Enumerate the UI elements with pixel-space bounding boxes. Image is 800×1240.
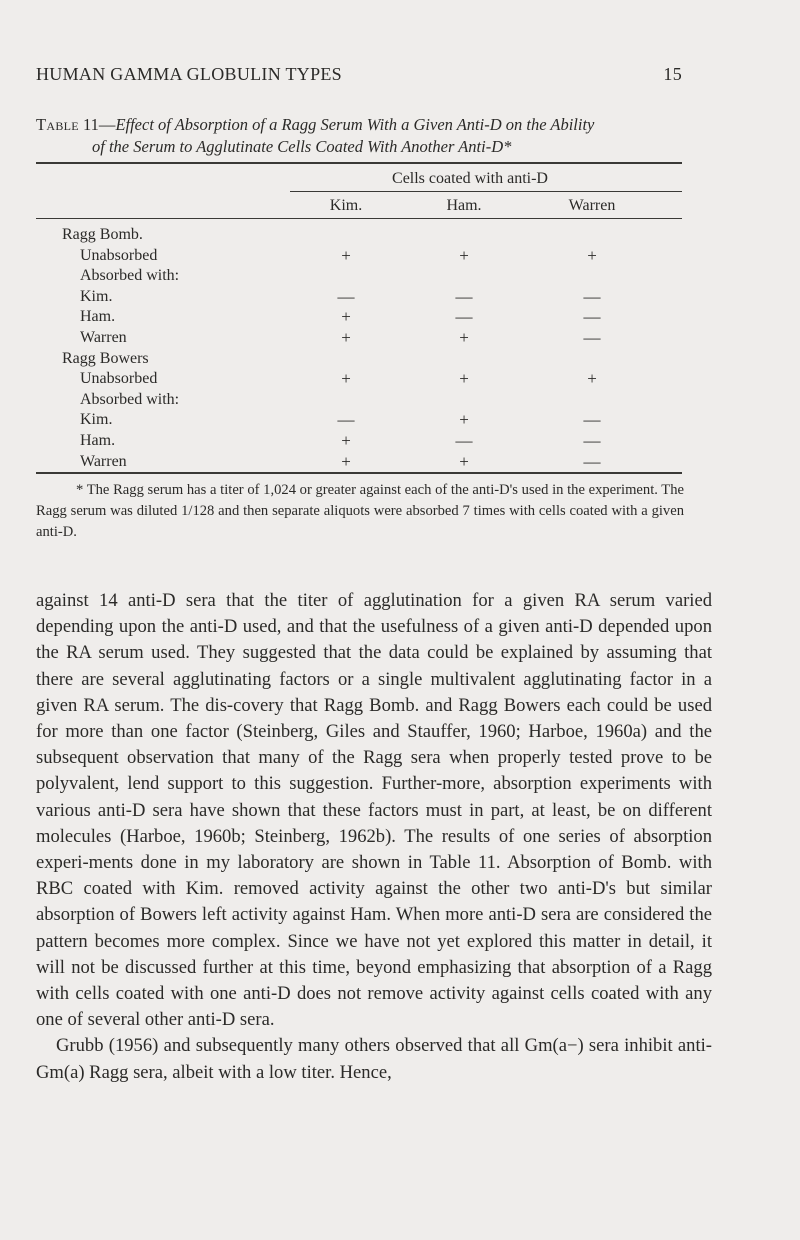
table-cell: + — [587, 245, 597, 265]
row-label: Absorbed with: — [80, 267, 180, 285]
row-label: Ham. — [80, 308, 116, 326]
table-cell: + — [459, 410, 469, 430]
spanner-rule — [290, 191, 682, 192]
table-cell: — — [337, 286, 355, 306]
table-top-rule — [36, 162, 682, 164]
table-cell: — — [455, 286, 473, 306]
row-label: Kim. — [80, 411, 113, 429]
row-label: Absorbed with: — [80, 390, 180, 408]
table-cell: — — [455, 307, 473, 327]
table-cell: + — [459, 245, 469, 265]
column-header-ham: Ham. — [446, 197, 482, 214]
table-cell: + — [341, 451, 351, 471]
table-label: Table — [36, 115, 79, 134]
table-cell: + — [341, 431, 351, 450]
table-cell: + — [341, 245, 351, 265]
running-title: HUMAN GAMMA GLOBULIN TYPES — [36, 64, 342, 84]
table-cell: + — [341, 328, 351, 347]
table-caption — [36, 114, 696, 158]
row-label: Unabsorbed — [80, 370, 158, 388]
table-cell: + — [459, 328, 469, 347]
table-cell: — — [583, 410, 601, 430]
row-label: Ragg Bowers — [62, 349, 149, 367]
table-cell: — — [583, 286, 601, 306]
table-footnote — [36, 480, 684, 543]
table-cell: — — [337, 410, 355, 430]
table-cell: + — [341, 307, 351, 327]
table-cell: + — [459, 451, 469, 471]
row-label: Ham. — [80, 432, 116, 449]
column-header-kim: Kim. — [329, 197, 363, 214]
footnote-text: * The Ragg serum has a titer of 1,024 or greater against each of the anti-D's used in the experiment. The Ragg serum was diluted 1/128 and then separate aliquots were absorbed 7 times with cells coated with a given anti-D. — [36, 482, 684, 540]
column-head-rule — [36, 218, 682, 219]
row-label: Warren — [80, 452, 127, 470]
paragraph-1: against 14 anti-D sera that the titer of agglutination for a given RA serum varied depending upon the anti-D used, and that the usefulness of a given anti-D depended upon the RA serum used. They suggested that the data could be explained by assuming that there are several agglutinating factors or a single multivalent agglutinating factor in a given RA serum. The dis-covery that Ragg Bomb. and Ragg Bowers each could be used for more than one factor (Steinberg, Giles and Stauffer, 1960; Harboe, 1960a) and the subsequent observation that many of the Ragg sera when properly tested prove to be polyvalent, lend support to this suggestion. Further-more, absorption experiments with various anti-D sera have shown that these factors must in part, at least, be on different molecules (Harboe, 1960b; Steinberg, 1962b). The results of one series of absorption experi-ments done in my laboratory are shown in Table 11. Absorption of Bomb. with RBC coated with Kim. removed activity against the other two anti-D's but similar absorption of Bowers left activity against Ham. When more anti-D sera are considered the pattern becomes more complex. Since we have not yet explored this matter in detail, it will not be discussed further at this time, beyond emphasizing that absorption of a Ragg with cells coated with one anti-D does not remove activity against cells coated with any one of several other anti-D sera. — [36, 590, 712, 1031]
table-cell: — — [583, 431, 601, 450]
row-label: Kim. — [80, 287, 113, 305]
row-label: Unabsorbed — [80, 246, 158, 264]
table-caption-line-2: of the Serum to Agglutinate Cells Coated With Another Anti-D* — [92, 137, 512, 156]
table-cell: + — [459, 369, 469, 389]
table-cell: — — [455, 431, 473, 450]
table-cell: + — [341, 369, 351, 389]
row-label: Ragg Bomb. — [62, 226, 143, 243]
row-label: Warren — [80, 329, 127, 346]
column-header-warren: Warren — [568, 197, 616, 214]
table-bottom-rule — [36, 472, 682, 474]
table-caption-line-1: Effect of Absorption of a Ragg Serum With a Given Anti-D on the Ability — [115, 115, 595, 134]
body-text — [36, 588, 712, 1086]
paragraph-2: Grubb (1956) and subsequently many others observed that all Gm(a−) sera inhibit anti-Gm(a) Ragg sera, albeit with a low titer. Hence, — [36, 1035, 712, 1083]
spanner-header: Cells coated with anti-D — [392, 170, 548, 187]
table-cell: — — [583, 307, 601, 327]
table-cell: — — [583, 451, 601, 471]
page-number: 15 — [663, 64, 682, 84]
table-cell: — — [583, 328, 601, 347]
table-cell: + — [587, 369, 597, 389]
table-number: 11— — [83, 115, 116, 134]
